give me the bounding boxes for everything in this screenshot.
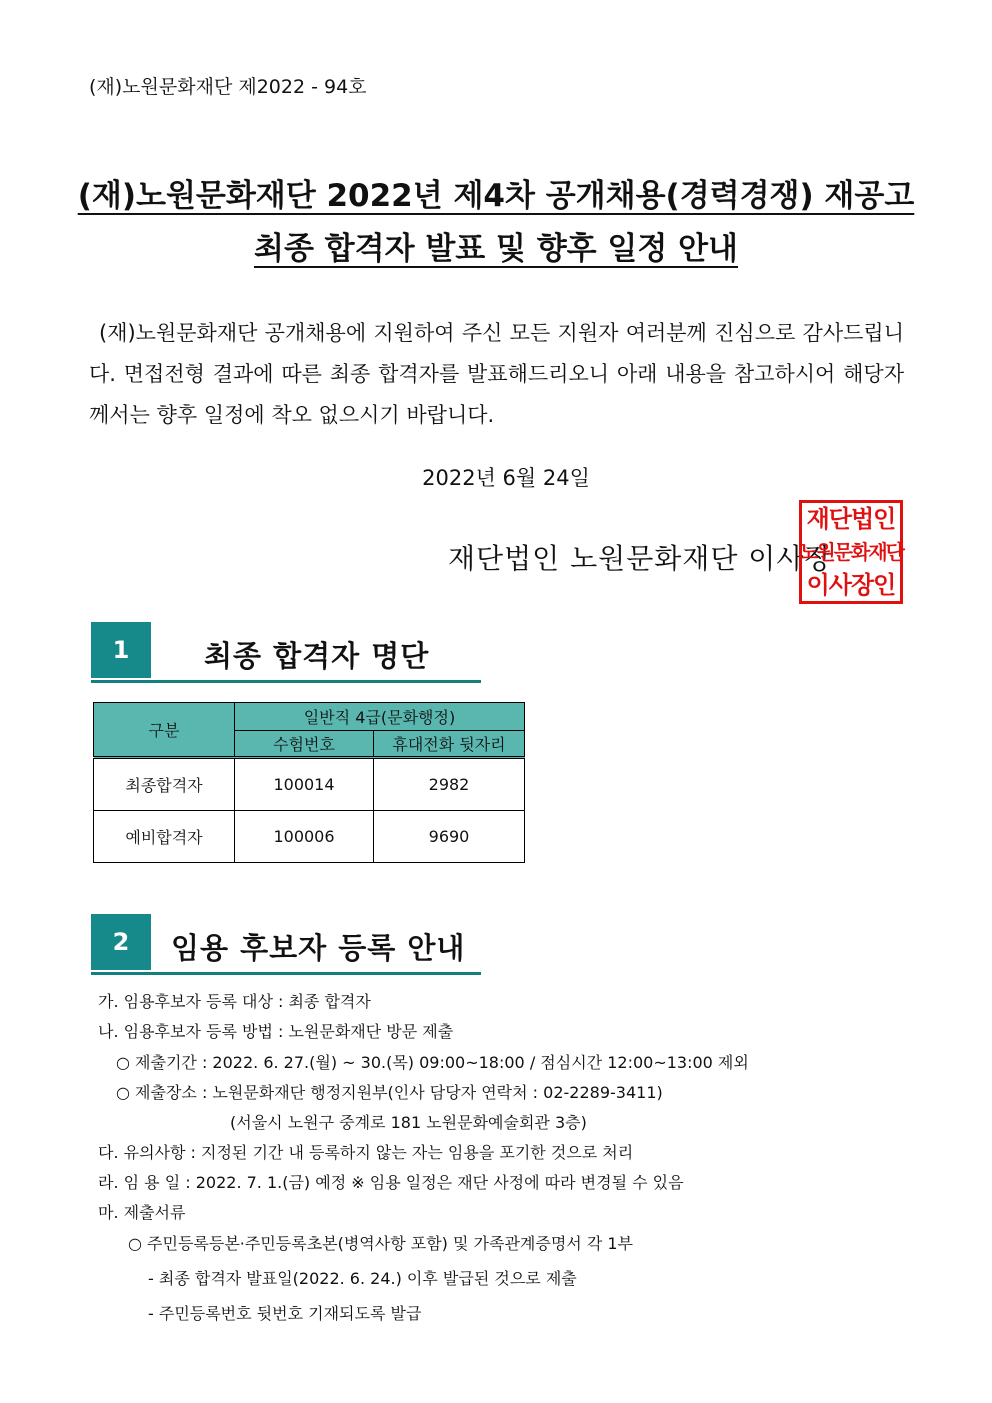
item-place: ○ 제출장소 : 노원문화재단 행정지원부(인사 담당자 연락처 : 02-2289-3411)	[116, 1083, 663, 1102]
row-category: 최종합격자	[94, 758, 235, 811]
issue-date: 2022년 6월 24일	[422, 466, 590, 490]
item-documents-list: ○ 주민등록등본·주민등록초본(병역사항 포함) 및 가족관계증명서 각 1부	[128, 1234, 633, 1253]
item-target: 가. 임용후보자 등록 대상 : 최종 합격자	[98, 992, 371, 1011]
official-seal: 재단법인 노원문화재단 이사장인	[799, 500, 903, 604]
section-2-number: 2	[91, 914, 151, 970]
item-method: 나. 임용후보자 등록 방법 : 노원문화재단 방문 제출	[98, 1022, 454, 1041]
document-number: (재)노원문화재단 제2022 - 94호	[89, 76, 367, 98]
section-1-number: 1	[91, 622, 151, 678]
item-documents: 마. 제출서류	[98, 1203, 186, 1222]
row-phone-digits: 2982	[374, 758, 525, 811]
section-1-header	[91, 622, 481, 683]
row-phone-digits: 9690	[374, 811, 525, 863]
title-line-1: (재)노원문화재단 2022년 제4차 공개채용(경력경쟁) 재공고	[77, 178, 915, 214]
header-exam-number: 수험번호	[235, 731, 374, 758]
row-exam-number: 100014	[235, 758, 374, 811]
row-exam-number: 100006	[235, 811, 374, 863]
results-table	[93, 702, 525, 863]
header-group: 일반직 4급(문화행정)	[235, 703, 525, 731]
item-notice: 다. 유의사항 : 지정된 기간 내 등록하지 않는 자는 임용을 포기한 것으로 처리	[98, 1143, 634, 1162]
item-appointment-date: 라. 임 용 일 : 2022. 7. 1.(금) 예정 ※ 임용 일정은 재단 사정에 따라 변경될 수 있음	[98, 1173, 684, 1192]
title-line-2: 최종 합격자 발표 및 향후 일정 안내	[254, 231, 738, 267]
table-row	[94, 758, 525, 811]
section-1-title: 최종 합격자 명단	[204, 639, 430, 673]
item-documents-note-1: - 최종 합격자 발표일(2022. 6. 24.) 이후 발급된 것으로 제출	[148, 1269, 577, 1288]
row-category: 예비합격자	[94, 811, 235, 863]
section-2-title: 임용 후보자 등록 안내	[171, 931, 466, 965]
intro-paragraph: (재)노원문화재단 공개채용에 지원하여 주신 모든 지원자 여러분께 진심으로 감사드립니다. 면접전형 결과에 따른 최종 합격자를 발표해드리오니 아래 내용을 참고하시어 해당자께서는 향후 일정에 착오 없으시기 바랍니다.	[89, 321, 904, 427]
item-period: ○ 제출기간 : 2022. 6. 27.(월) ~ 30.(목) 09:00~18:00 / 점심시간 12:00~13:00 제외	[116, 1053, 749, 1072]
item-documents-note-2: - 주민등록번호 뒷번호 기재되도록 발급	[148, 1304, 422, 1323]
header-category: 구분	[94, 703, 235, 758]
header-phone-digits: 휴대전화 뒷자리	[374, 731, 525, 758]
issuer-name: 재단법인 노원문화재단 이사장	[448, 542, 833, 575]
section-2-header	[91, 914, 481, 975]
item-address: (서울시 노원구 중계로 181 노원문화예술회관 3층)	[230, 1113, 587, 1132]
table-row	[94, 811, 525, 863]
